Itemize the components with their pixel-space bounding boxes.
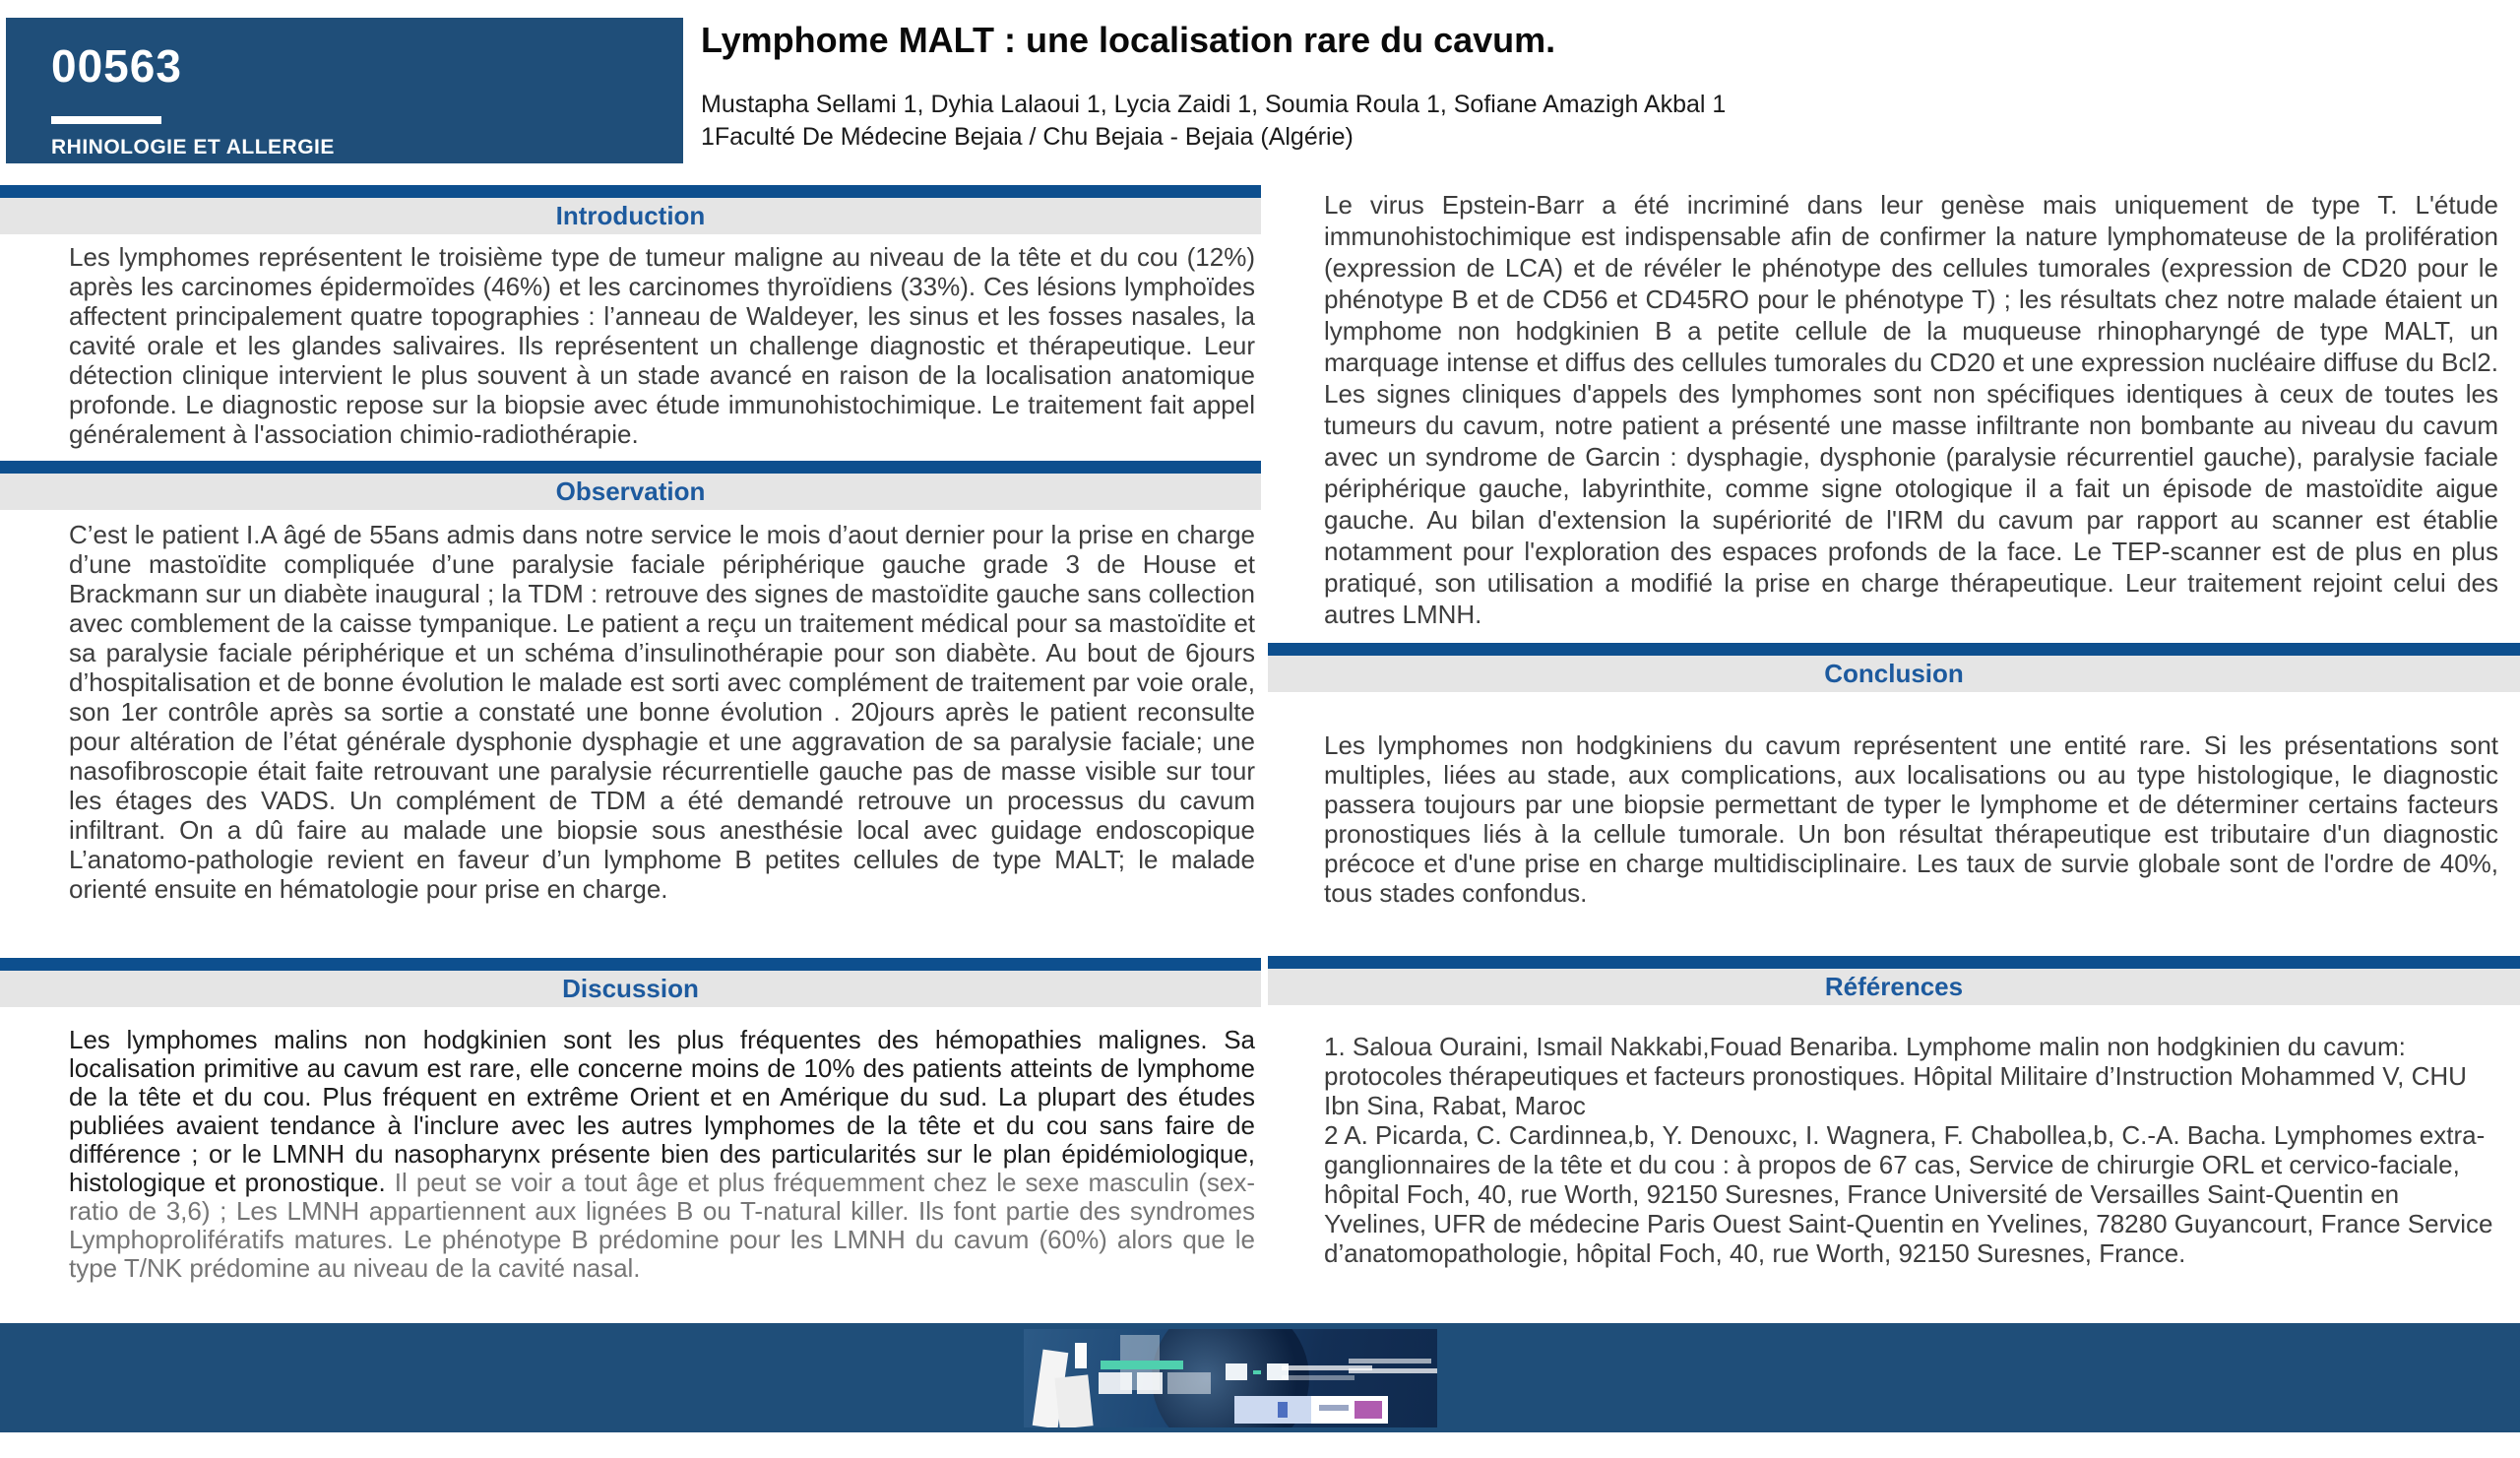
- reference-item: 1. Saloua Ouraini, Ismail Nakkabi,Fouad Benariba. Lymphome malin non hodgkinien du cavum: protocoles thérapeutiques et facteurs pronostiques. Hôpital Militaire d’Instruction Mohammed V, CHU Ibn Sina, Rabat, Maroc: [1324, 1032, 2467, 1120]
- discussion-section-header: [0, 958, 1261, 1007]
- discussion-body-secondary: Il peut se voir a tout âge et plus fréquemment chez le sexe masculin (sex-ratio de 3,6) ; Les LMNH appartiennent aux lignées B ou T-natural killer. Ils font partie des syndromes Lymphoprolifératifs matures. Le phénotype B prédomine pour les LMNH du cavum (60%) alors que le type T/NK prédomine au niveau de la cavité nasal.: [69, 1168, 1255, 1283]
- discussion-band: [0, 971, 1261, 1007]
- references-band: [1268, 969, 2520, 1005]
- introduction-band: [0, 198, 1261, 234]
- banner-fineprint: [1282, 1375, 1354, 1380]
- observation-label: Observation: [555, 476, 706, 506]
- banner-logo-strip: [1234, 1396, 1388, 1424]
- banner-logo-left: [1234, 1396, 1311, 1424]
- discussion-body: [0, 1026, 1261, 1283]
- footer-band: [0, 1323, 2520, 1432]
- references-section-header: [1268, 956, 2520, 1005]
- discussion-bar: [0, 958, 1261, 971]
- banner-fineprint: [1349, 1368, 1437, 1373]
- poster-affiliation: 1Faculté De Médecine Bejaia / Chu Bejaia - Bejaia (Algérie): [701, 123, 1354, 151]
- poster-authors: Mustapha Sellami 1, Dyhia Lalaoui 1, Lycia Zaidi 1, Soumia Roula 1, Sofiane Amazigh Akbal 1: [701, 91, 1727, 118]
- references-label: Références: [1824, 972, 1964, 1001]
- title-block: [701, 20, 2492, 154]
- conclusion-section-header: [1268, 643, 2520, 692]
- introduction-label: Introduction: [555, 201, 706, 230]
- introduction-section-header: [0, 185, 1261, 234]
- observation-band: [0, 474, 1261, 510]
- conclusion-bar: [1268, 643, 2520, 656]
- header-vertical-divider: [675, 18, 683, 163]
- banner-dates: [1226, 1363, 1289, 1380]
- references-body: [1268, 1032, 2520, 1268]
- poster-title: Lymphome MALT : une localisation rare du cavum.: [701, 20, 1556, 60]
- poster-category: RHINOLOGIE ET ALLERGIE: [51, 136, 335, 158]
- observation-bar: [0, 461, 1261, 474]
- poster-id-badge: [6, 18, 675, 163]
- congress-banner-image: [1024, 1329, 1437, 1427]
- banner-fineprint: [1349, 1359, 1431, 1363]
- discussion-continuation-body: Le virus Epstein-Barr a été incriminé dans leur genèse mais uniquement de type T. L'étude immunohistochimique est indispensable afin de confirmer la nature lymphomateuse de la prolifération (expression de LCA) et de révéler le phénotype des cellules tumorales (expression de CD20 pour le phénotype B et de CD56 et CD45RO pour le phénotype T) ; les résultats chez notre malade étaient un lymphome non hodgkinien B a petite cellule de la muqueuse rhinopharyngé de type MALT, un marquage intense et diffus des cellules tumorales du CD20 et une expression nucléaire diffuse du Bcl2. Les signes cliniques d'appels des lymphomes sont non spécifiques identiques à ceux de toutes les tumeurs du cavum, notre patient a présenté une masse infiltrante non bombante au niveau du cavum avec un syndrome de Garcin : dysphagie, dysphonie (paralysie récurrentiel gauche), paralysie faciale périphérique gauche, labyrinthite, comme signe otologique il a fait un épisode de mastoïdite aigue gauche. Au bilan d'extension la supériorité de l'IRM du cavum par rapport au scanner est établie notamment pour l'exploration des espaces profonds de la face. Le TEP-scanner est de plus en plus pratiqué, son utilisation a modifié la prise en charge thérapeutique. Leur traitement rejoint celui des autres LMNH.: [1324, 190, 2498, 629]
- discussion-body-primary: Les lymphomes malins non hodgkinien sont les plus fréquentes des hémopathies malignes. Sa localisation primitive au cavum est rare, elle concerne moins de 10% des patients atteints de lymphome de la tête et du cou. Plus fréquent en extrême Orient et en Amérique du sud. La plupart des études publiées avaient tendance à l'inclure avec les autres lymphomes de la tête et du cou sans faire de différence ; or le LMNH du nasopharynx présente bien des particularités sur le plan épidémiologique, histologique et pronostique.: [69, 1025, 1255, 1197]
- conclusion-body: Les lymphomes non hodgkiniens du cavum représentent une entité rare. Si les présentations sont multiples, liées au stade, aux complications, aux localisations ou au type histologique, le diagnostic passera toujours par une biopsie permettant de typer le lymphome et de déterminer certains facteurs pronostiques liés à la cellule tumorale. Un bon résultat thérapeutique est tributaire d'un diagnostic précoce et d'une prise en charge multidisciplinaire. Les taux de survie globale sont de l'ordre de 40%, tous stades confondus.: [1324, 730, 2498, 908]
- poster-number: 00563: [51, 40, 182, 92]
- conclusion-label: Conclusion: [1824, 659, 1964, 688]
- references-bar: [1268, 956, 2520, 969]
- discussion-label: Discussion: [562, 974, 699, 1003]
- conclusion-band: [1268, 656, 2520, 692]
- introduction-body: Les lymphomes représentent le troisième type de tumeur maligne au niveau de la tête et du cou (12%) après les carcinomes épidermoïdes (46%) et les carcinomes thyroïdiens (33%). Ces lésions lymphoïdes affectent principalement quatre topographies : l’anneau de Waldeyer, les sinus et les fosses nasales, la cavité orale et les glandes salivaires. Ils représentent un challenge diagnostic et thérapeutique. Leur détection clinique intervient le plus souvent à un stade avancé en raison de la localisation anatomique profonde. Le diagnostic repose sur la biopsie avec étude immunohistochimique. Le traitement fait appel généralement à l'association chimio-radiothérapie.: [69, 242, 1255, 449]
- observation-body: C’est le patient I.A âgé de 55ans admis dans notre service le mois d’aout dernier pour la prise en charge d’une mastoïdite compliquée d’une paralysie faciale périphérique gauche grade 3 de House et Brackmann sur un diabète inaugural ; la TDM : retrouve des signes de mastoïdite gauche sans collection avec comblement de la caisse tympanique. Le patient a reçu un traitement médical pour sa mastoïdite et sa paralysie faciale périphérique et un schéma d’insulinothérapie pour son diabète. Au bout de 6jours d’hospitalisation et de bonne évolution le malade est sorti avec complément de traitement par voie orale, son 1er contrôle après sa sortie a constaté une bonne évolution . 20jours après le patient reconsulte pour altération de l’état générale dysphonie dysphagie et une aggravation de sa paralysie faciale; une nasofibroscopie était faite retrouvant une paralysie récurrentielle gauche pas de masse visible sur tour les étages des VADS. Un complément de TDM a été demandé retrouve un processus du cavum infiltrant. On a dû faire au malade une biopsie sous anesthésie local avec guidage endoscopique L’anatomo-pathologie revient en faveur d’un lymphome B petites cellules de type MALT; le malade orienté ensuite en hématologie pour prise en charge.: [69, 520, 1255, 904]
- banner-silhouette: [1075, 1343, 1087, 1368]
- introduction-bar: [0, 185, 1261, 198]
- banner-teal-highlight: [1101, 1361, 1183, 1369]
- banner-logo-right: [1311, 1396, 1388, 1424]
- observation-section-header: [0, 461, 1261, 510]
- reference-item: 2 A. Picarda, C. Cardinnea,b, Y. Denouxc, I. Wagnera, F. Chabollea,b, C.-A. Bacha. Lymphomes extra-ganglionnaires de la tête et du cou : à propos de 67 cas, Service de chirurgie ORL et cervico-faciale, hôpital Foch, 40, rue Worth, 92150 Suresnes, France Université de Versailles Saint-Quentin en Yvelines, UFR de médecine Paris Ouest Saint-Quentin en Yvelines, 78280 Guyancourt, France Service d’anatomopathologie, hôpital Foch, 40, rue Worth, 92150 Suresnes, France.: [1324, 1120, 2493, 1268]
- banner-silhouette: [1054, 1374, 1093, 1427]
- badge-divider-rule: [51, 116, 161, 124]
- banner-wordmark: [1099, 1372, 1211, 1394]
